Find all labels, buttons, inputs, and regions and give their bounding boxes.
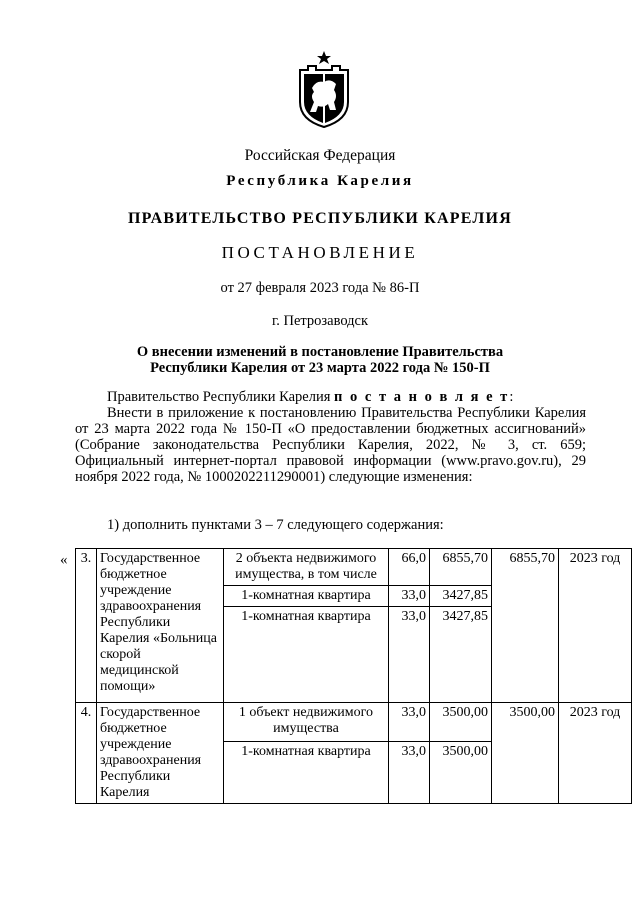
year: 2023 год	[559, 703, 632, 804]
republic-name: Республика Карелия	[226, 173, 414, 189]
object-area: 33,0	[389, 586, 430, 607]
country-name: Российская Федерация	[244, 147, 396, 164]
object-price: 3427,85	[430, 607, 492, 703]
object-area: 66,0	[389, 549, 430, 586]
object-description: 1-комнатная квартира	[224, 607, 389, 703]
institution-name: Государственное бюджетное учреждение здравоохранения Республики Карелия «Больница скорой медицинской помощи»	[97, 549, 224, 703]
object-price: 3500,00	[430, 703, 492, 742]
document-subject	[0, 344, 640, 376]
object-area: 33,0	[389, 703, 430, 742]
karelia-coat-of-arms-icon	[296, 50, 352, 128]
object-description: 1-комнатная квартира	[224, 742, 389, 804]
object-area: 33,0	[389, 742, 430, 804]
object-description: 1 объект недвижимого имущества	[224, 703, 389, 742]
city: г. Петрозаводск	[271, 313, 369, 329]
object-area: 33,0	[389, 607, 430, 703]
subject-line-1: О внесении изменений в постановление Правительства	[136, 344, 504, 360]
row-number: 3.	[76, 549, 97, 703]
object-description: 2 объекта недвижимого имущества, в том числе	[224, 549, 389, 586]
paragraph-amendment: Внести в приложение к постановлению Правительства Республики Карелия от 23 марта 2022 года № 150-П «О предоставлении бюджетных ассигнований» (Собрание законодательства Республики Карелия, 2022, № 3, ст. 659; Официальный интернет-портал правовой информации (www.pravo.gov.ru), 29 ноября 2022 года, № 1000202211290001) следующие изменения:	[75, 405, 586, 485]
object-price: 3500,00	[430, 742, 492, 804]
object-price: 3427,85	[430, 586, 492, 607]
paragraph-item-1: 1) дополнить пунктами 3 – 7 следующего содержания:	[107, 517, 444, 533]
resolves-text: Правительство Республики Карелия	[107, 389, 335, 405]
government-title: ПРАВИТЕЛЬСТВО РЕСПУБЛИКИ КАРЕЛИЯ	[128, 210, 512, 227]
table-row	[76, 703, 632, 742]
opening-quote: «	[60, 552, 68, 568]
total-amount: 6855,70	[492, 549, 559, 703]
document-type: ПОСТАНОВЛЕНИЕ	[221, 243, 419, 262]
institution-name: Государственное бюджетное учреждение здравоохранения Республики Карелия	[97, 703, 224, 804]
resolves-keyword: п о с т а н о в л я е т	[334, 389, 510, 405]
total-amount: 3500,00	[492, 703, 559, 804]
object-price: 6855,70	[430, 549, 492, 586]
property-table	[75, 548, 632, 804]
object-description: 1-комнатная квартира	[224, 586, 389, 607]
row-number: 4.	[76, 703, 97, 804]
paragraph-resolves	[75, 389, 586, 405]
year: 2023 год	[559, 549, 632, 703]
subject-line-2: Республики Карелия от 23 марта 2022 года № 150-П	[150, 360, 490, 376]
resolves-colon: :	[509, 389, 514, 405]
date-number: от 27 февраля 2023 года № 86-П	[220, 280, 420, 296]
table-row	[76, 549, 632, 586]
